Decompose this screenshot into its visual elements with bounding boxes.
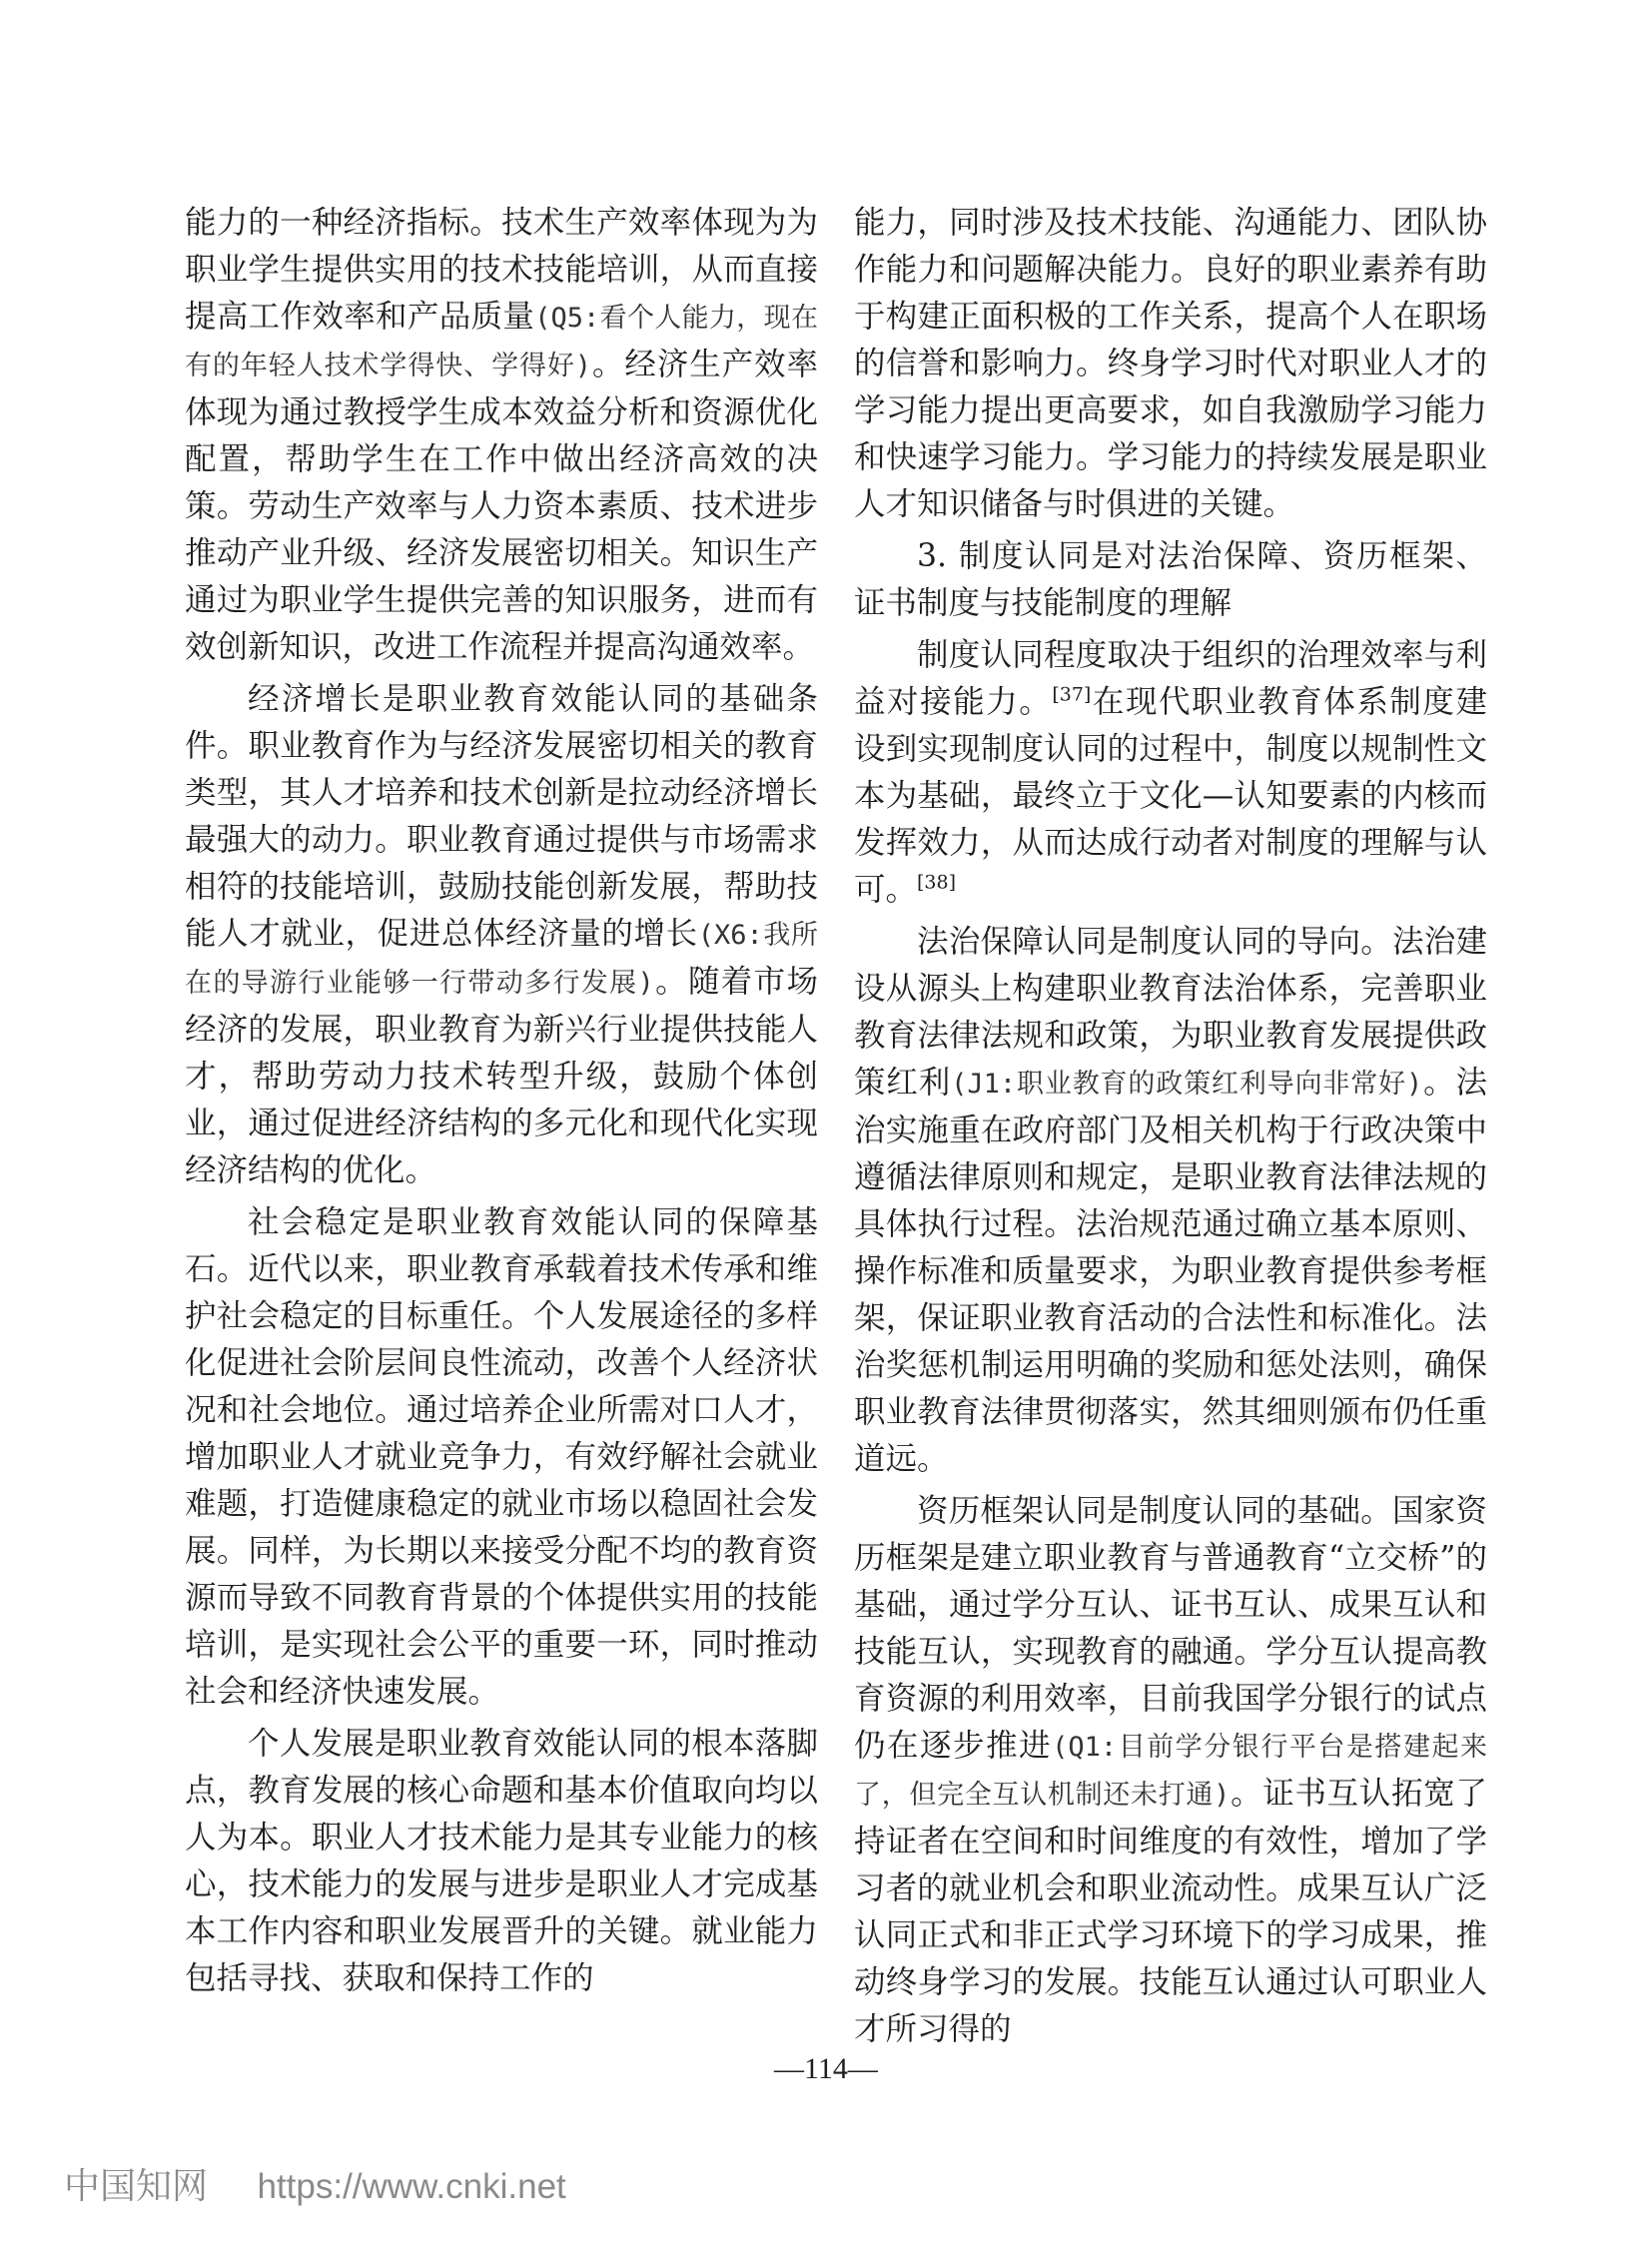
body-text: 制度认同程度取决于组织的治理效率与利益对接能力。: [854, 637, 1487, 720]
paragraph-economic-growth: [185, 676, 818, 1194]
paragraph-competence-continued: 能力，同时涉及技术技能、沟通能力、团队协作能力和问题解决能力。良好的职业素养有助于构建正面积极的工作关系，提高个人在职场的信誉和影响力。终身学习时代对职业人才的学习能力提出更高要求，如自我激励学习能力和快速学习能力。学习能力的持续发展是职业人才知识储备与时俱进的关键。: [854, 205, 1487, 522]
paragraph-personal-development: 个人发展是职业教育效能认同的根本落脚点，教育发展的核心命题和基本价值取向均以人为本。职业人才技术能力是其专业能力的核心，技术能力的发展与进步是职业人才完成基本工作内容和职业发展晋升的关键。就业能力包括寻找、获取和保持工作的: [185, 1726, 818, 1996]
paragraph-social-stability: 社会稳定是职业教育效能认同的保障基石。近代以来，职业教育承载着技术传承和维护社会稳定的目标重任。个人发展途径的多样化促进社会阶层间良性流动，改善个人经济状况和社会地位。通过培养企业所需对口人才，增加职业人才就业竞争力，有效纾解社会就业难题，打造健康稳定的就业市场以稳固社会发展。同样，为长期以来接受分配不均的教育资源而导致不同教育背景的个体提供实用的技能培训，是实现社会公平的重要一环，同时推动社会和经济快速发展。: [185, 1204, 818, 1710]
body-text: 经济增长是职业教育效能认同的基础条件。职业教育作为与经济发展密切相关的教育类型，其人才培养和技术创新是拉动经济增长最强大的动力。职业教育通过提供与市场需求相符的技能培训，鼓励技能创新发展，帮助技能人才就业，促进总体经济量的增长: [185, 681, 818, 952]
left-column: [185, 200, 818, 2007]
body-text: 资历框架认同是制度认同的基础。国家资历框架是建立职业教育与普通教育“立交桥”的基础，通过学分互认、证书互认、成果互认和技能互认，实现教育的融通。学分互认提高教育资源的利用效率，目前我国学分银行的试点仍在逐步推进: [854, 1493, 1487, 1764]
body-text: 。随着市场经济的发展，职业教育为新兴行业提供技能人才，帮助劳动力技术转型升级，鼓励个体创业，通过促进经济结构的多元化和现代化实现经济结构的优化。: [185, 964, 818, 1188]
interview-quote: (Q5:看个人能力，现在有的年轻人技术学得快、学得好): [185, 303, 818, 381]
cnki-url-link[interactable]: https://www.cnki.net: [257, 2167, 566, 2206]
footer-watermark: [64, 2158, 566, 2209]
body-text: 。经济生产效率体现为通过教授学生成本效益分析和资源优化配置，帮助学生在工作中做出经济高效的决策。劳动生产效率与人力资本素质、技术进步推动产业升级、经济发展密切相关。知识生产通过为职业学生提供完善的知识服务，进而有效创新知识，改进工作流程并提高沟通效率。: [185, 347, 818, 665]
citation-reference[interactable]: [37]: [1052, 683, 1092, 706]
body-text: 能力的一种经济指标。技术生产效率体现为为职业学生提供实用的技术技能培训，从而直接提高工作效率和产品质量: [185, 205, 818, 335]
section-heading: 3. 制度认同是对法治保障、资历框架、证书制度与技能制度的理解: [854, 538, 1487, 621]
paragraph-institutional-identity: [854, 632, 1487, 914]
page-number: —114—: [774, 2052, 878, 2085]
interview-quote: (X6:我所在的导游行业能够一行带动多行发展): [185, 920, 818, 999]
paragraph-qualification-framework: [854, 1488, 1487, 2053]
interview-quote: (J1:职业教育的政策红利导向非常好): [951, 1069, 1423, 1100]
body-text: 在现代职业教育体系制度建设到实现制度认同的过程中，制度以规制性文本为基础，最终立于文化—认知要素的内核而发挥效力，从而达成行动者对制度的理解与认可。: [854, 684, 1487, 908]
body-text: 。证书互认拓宽了持证者在空间和时间维度的有效性，增加了学习者的就业机会和职业流动性。成果互认广泛认同正式和非正式学习环境下的学习成果，推动终身学习的发展。技能互认通过认可职业人才所习得的: [854, 1776, 1487, 2047]
body-text: 法治保障认同是制度认同的导向。法治建设从源头上构建职业教育法治体系，完善职业教育法律法规和政策，为职业教育发展提供政策红利: [854, 924, 1487, 1101]
paragraph-efficiency-continued: [185, 200, 818, 671]
body-text: 。法治实施重在政府部门及相关机构于行政决策中遵循法律原则和规定，是职业教育法律法规的具体执行过程。法治规范通过确立基本原则、操作标准和质量要求，为职业教育提供参考框架，保证职业教育活动的合法性和标准化。法治奖惩机制运用明确的奖励和惩处法则，确保职业教育法律贯彻落实，然其细则颁布仍任重道远。: [854, 1065, 1487, 1477]
citation-reference[interactable]: [38]: [917, 871, 957, 894]
right-column: [854, 200, 1487, 2058]
cnki-brand: 中国知网: [64, 2166, 209, 2207]
paragraph-rule-of-law: [854, 919, 1487, 1483]
interview-quote: (Q1:目前学分银行平台是搭建起来了，但完全互认机制还未打通): [854, 1732, 1487, 1811]
